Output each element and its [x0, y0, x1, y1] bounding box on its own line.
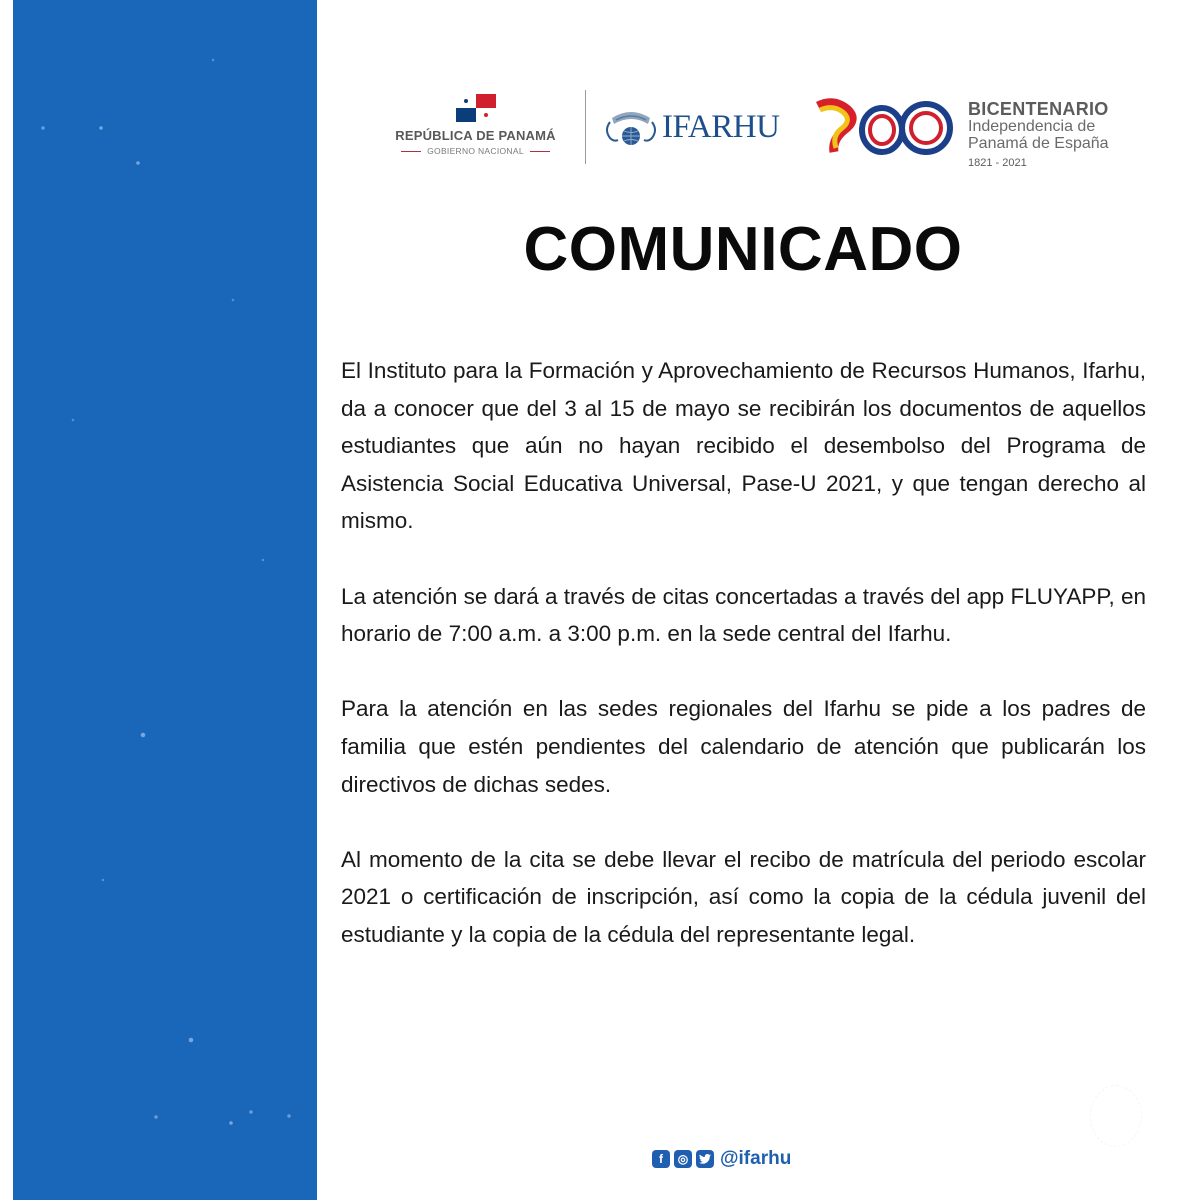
republic-subtitle: GOBIERNO NACIONAL — [378, 146, 573, 156]
ifarhu-logo — [602, 102, 779, 152]
bicentenario-line-1: Independencia de — [968, 118, 1096, 135]
bicentenario-line-2: Panamá de España — [968, 135, 1109, 152]
paragraph-requirements: Al momento de la cita se debe llevar el recibo de matrícula del periodo escolar 2021 o certificación de inscripción, así como la copia de la cédula juvenil del estudiante y la copia de la cédula del representante legal. — [341, 846, 1146, 947]
facebook-icon: f — [652, 1150, 670, 1168]
decorative-blue-side-panel — [13, 0, 317, 1200]
bicentenario-text — [968, 100, 1109, 169]
paragraph-appointments: La atención se dará a través de citas concertadas a través del app FLUYAPP, en horario de 7:00 a.m. a 3:00 p.m. en la sede central del Ifarhu. — [341, 583, 1146, 647]
ifarhu-wordmark: IFARHU — [662, 108, 780, 145]
header-logos — [370, 88, 1160, 178]
social-handle: @ifarhu — [720, 1148, 792, 1169]
ifarhu-book-globe-icon — [602, 104, 660, 150]
bicentenario-logo — [814, 96, 1154, 176]
republic-name: REPÚBLICA DE PANAMÁ — [395, 128, 556, 143]
faint-watermark-icon — [1090, 1085, 1142, 1147]
paragraph-regional-offices: Para la atención en las sedes regionales del Ifarhu se pide a los padres de familia que estén pendientes del calendario de atención que publicarán los directivos de dichas sedes. — [341, 696, 1146, 797]
bicentenario-title: BICENTENARIO — [968, 99, 1109, 119]
republica-panama-logo — [378, 94, 573, 156]
social-footer — [652, 1148, 791, 1170]
announcement-body — [341, 352, 1146, 991]
twitter-icon — [696, 1150, 714, 1168]
bicentenario-ribbon-icon — [814, 96, 964, 156]
instagram-icon: ◎ — [674, 1150, 692, 1168]
page-title: COMUNICADO — [523, 215, 963, 284]
logo-divider — [585, 90, 586, 164]
paragraph-documents: El Instituto para la Formación y Aprovechamiento de Recursos Humanos, Ifarhu, da a conocer que del 3 al 15 de mayo se recibirán los documentos de aquellos estudiantes que aún no hayan recibido el desembolso del Programa de Asistencia Social Educativa Universal, Pase-U 2021, y que tengan derecho al mismo. — [341, 358, 1146, 534]
bicentenario-years: 1821 - 2021 — [968, 157, 1027, 169]
panama-flag-icon — [456, 94, 496, 122]
